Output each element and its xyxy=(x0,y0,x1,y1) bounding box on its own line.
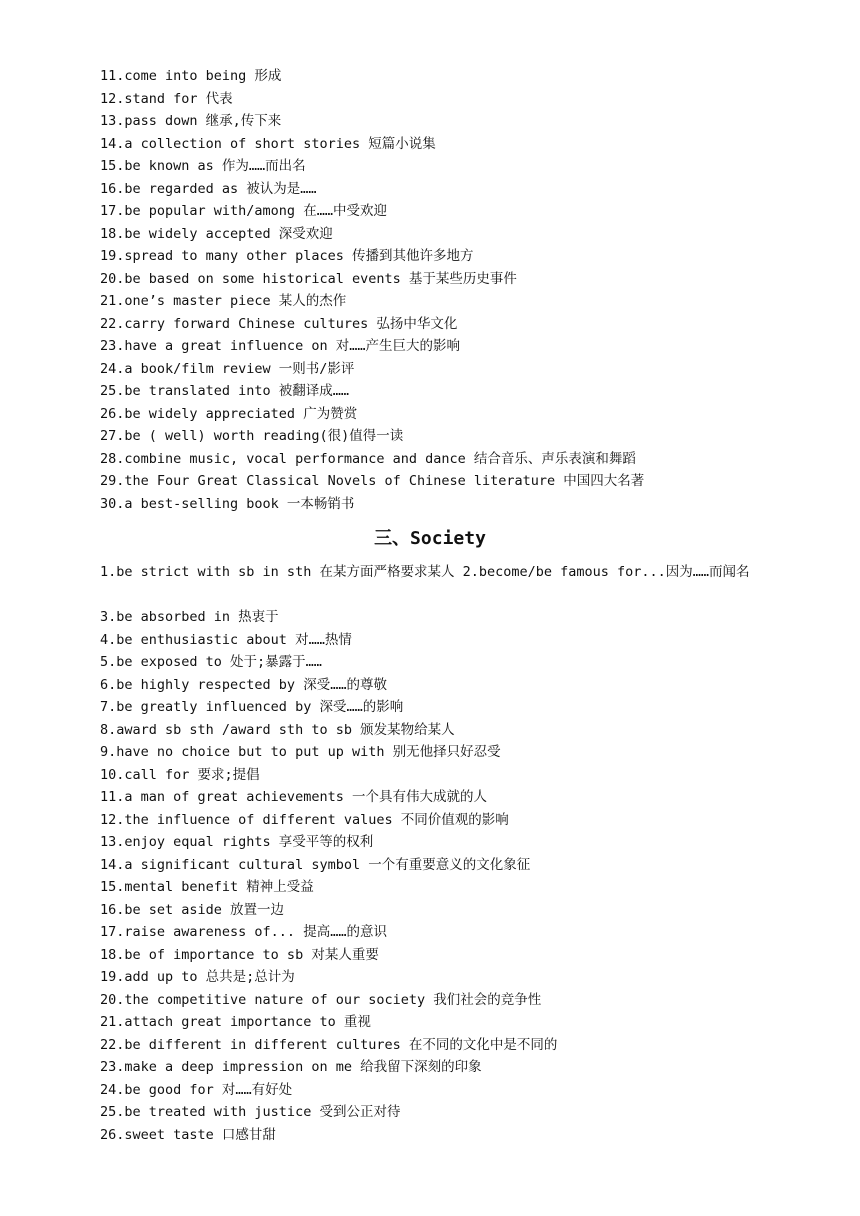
list-item: 28.combine music, vocal performance and dance 结合音乐、声乐表演和舞蹈 xyxy=(100,450,636,467)
list-item: 21.attach great importance to 重视 xyxy=(100,1014,371,1030)
list-item: 18.be of importance to sb 对某人重要 xyxy=(100,946,379,963)
list-item: 3.be absorbed in 热衷于 xyxy=(100,609,279,625)
list-item: 21.one’s master piece 某人的杰作 xyxy=(100,293,347,309)
list-item: 13.pass down 继承,传下来 xyxy=(100,113,282,129)
section-heading-society: 三、Society xyxy=(374,528,486,549)
list-item: 14.a significant cultural symbol 一个有重要意义的文化象征 xyxy=(100,856,531,873)
list-item: 18.be widely accepted 深受欢迎 xyxy=(100,225,333,242)
list-item: 11.come into being 形成 xyxy=(100,68,282,84)
list-item: 14.a collection of short stories 短篇小说集 xyxy=(100,135,436,152)
list-item: 8.award sb sth /award sth to sb 颁发某物给某人 xyxy=(100,721,455,738)
list-item: 26.sweet taste 口感甘甜 xyxy=(100,1126,276,1143)
list-item: 23.have a great influence on 对……产生巨大的影响 xyxy=(100,338,460,354)
list-item: 5.be exposed to 处于;暴露于…… xyxy=(100,654,322,670)
list-item: 7.be greatly influenced by 深受……的影响 xyxy=(100,699,404,715)
list-item: 22.carry forward Chinese cultures 弘扬中华文化 xyxy=(100,315,458,332)
list-item: 27.be ( well) worth reading(很)值得一读 xyxy=(100,428,404,444)
list-item: 15.mental benefit 精神上受益 xyxy=(100,879,314,895)
list-item-text: 1.be strict with sb in sth 在某方面严格要求某人 2.become/be famous for...因为……而闻名 xyxy=(100,564,750,580)
list-item: 25.be translated into 被翻译成…… xyxy=(100,383,350,399)
list-item: 22.be different in different cultures 在不同的文化中是不同的 xyxy=(100,1036,558,1053)
list-item: 30.a best-selling book 一本畅销书 xyxy=(100,495,355,512)
list-item: 10.call for 要求;提倡 xyxy=(100,766,260,783)
phrase-list-culture xyxy=(100,65,820,515)
list-item: 17.raise awareness of... 提高……的意识 xyxy=(100,924,387,940)
list-item: 4.be enthusiastic about 对……热情 xyxy=(100,631,352,648)
list-item: 26.be widely appreciated 广为赞赏 xyxy=(100,405,358,422)
list-item: 19.add up to 总共是;总计为 xyxy=(100,969,295,985)
list-item: 23.make a deep impression on me 给我留下深刻的印象 xyxy=(100,1059,482,1075)
list-item: 25.be treated with justice 受到公正对待 xyxy=(100,1104,401,1120)
list-item: 24.be good for 对……有好处 xyxy=(100,1081,293,1098)
list-item: 20.the competitive nature of our society 我们社会的竞争性 xyxy=(100,991,542,1008)
list-item: 9.have no choice but to put up with 别无他择只好忍受 xyxy=(100,744,501,760)
list-item: 11.a man of great achievements 一个具有伟大成就的人 xyxy=(100,789,487,805)
list-item: 19.spread to many other places 传播到其他许多地方 xyxy=(100,248,474,264)
phrase-list-society xyxy=(100,606,820,1146)
list-item: 6.be highly respected by 深受……的尊敬 xyxy=(100,676,387,693)
list-item: 20.be based on some historical events 基于某些历史事件 xyxy=(100,270,517,287)
list-item: 16.be set aside 放置一边 xyxy=(100,901,285,918)
list-item: 12.stand for 代表 xyxy=(100,90,233,107)
list-item: 12.the influence of different values 不同价值观的影响 xyxy=(100,811,509,828)
list-item-wrapped xyxy=(64,561,824,584)
list-item: 15.be known as 作为……而出名 xyxy=(100,158,306,174)
list-item: 24.a book/film review 一则书/影评 xyxy=(100,360,355,377)
list-item: 16.be regarded as 被认为是…… xyxy=(100,180,317,197)
list-item: 29.the Four Great Classical Novels of Chinese literature 中国四大名著 xyxy=(100,473,645,489)
list-item: 13.enjoy equal rights 享受平等的权利 xyxy=(100,834,374,850)
list-item: 17.be popular with/among 在……中受欢迎 xyxy=(100,203,387,219)
